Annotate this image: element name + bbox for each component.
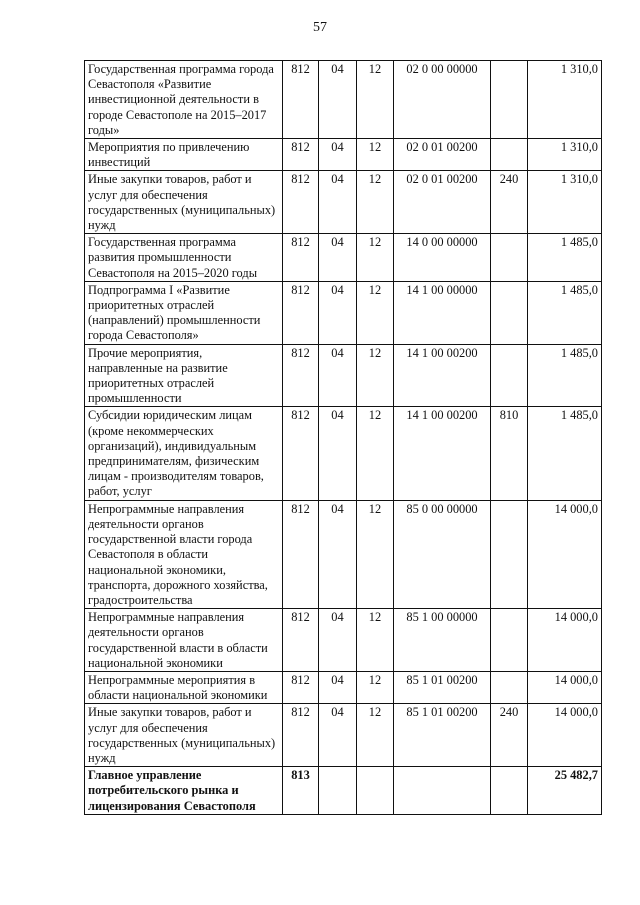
expense-name-cell: Иные закупки товаров, работ и услуг для обеспечения государственных (муниципальных) нужд xyxy=(85,171,283,234)
section-code-cell: 04 xyxy=(319,234,357,282)
amount-cell: 25 482,7 xyxy=(528,767,602,815)
table-row xyxy=(85,234,602,282)
amount-cell: 14 000,0 xyxy=(528,500,602,608)
subsection-code-cell: 12 xyxy=(357,139,394,171)
section-code-cell: 04 xyxy=(319,500,357,608)
ministry-code-cell: 812 xyxy=(283,500,319,608)
table-row xyxy=(85,407,602,500)
subsection-code-cell: 12 xyxy=(357,61,394,139)
expense-type-cell xyxy=(491,500,528,608)
section-code-cell: 04 xyxy=(319,704,357,767)
table-row xyxy=(85,609,602,672)
expense-type-cell: 240 xyxy=(491,704,528,767)
budget-table xyxy=(84,60,602,815)
ministry-code-cell: 813 xyxy=(283,767,319,815)
section-code-cell xyxy=(319,767,357,815)
target-article-cell: 14 0 00 00000 xyxy=(394,234,491,282)
ministry-code-cell: 812 xyxy=(283,281,319,344)
expense-name-cell: Мероприятия по привлечению инвестиций xyxy=(85,139,283,171)
expense-name-cell: Государственная программа развития промышленности Севастополя на 2015–2020 годы xyxy=(85,234,283,282)
target-article-cell: 85 1 01 00200 xyxy=(394,671,491,703)
subsection-code-cell: 12 xyxy=(357,407,394,500)
ministry-code-cell: 812 xyxy=(283,609,319,672)
ministry-code-cell: 812 xyxy=(283,61,319,139)
expense-type-cell xyxy=(491,609,528,672)
target-article-cell: 14 1 00 00200 xyxy=(394,407,491,500)
ministry-code-cell: 812 xyxy=(283,171,319,234)
expense-type-cell xyxy=(491,281,528,344)
table-row xyxy=(85,61,602,139)
ministry-code-cell: 812 xyxy=(283,344,319,407)
table-row xyxy=(85,704,602,767)
section-code-cell: 04 xyxy=(319,61,357,139)
subsection-code-cell: 12 xyxy=(357,234,394,282)
amount-cell: 1 485,0 xyxy=(528,344,602,407)
ministry-code-cell: 812 xyxy=(283,234,319,282)
expense-name-cell: Субсидии юридическим лицам (кроме некоммерческих организаций), индивидуальным предпринимателям, физическим лицам - производителям товаров, работ, услуг xyxy=(85,407,283,500)
ministry-code-cell: 812 xyxy=(283,704,319,767)
expense-name-cell: Государственная программа города Севастополя «Развитие инвестиционной деятельности в городе Севастополе на 2015–2017 годы» xyxy=(85,61,283,139)
table-row xyxy=(85,500,602,608)
amount-cell: 1 485,0 xyxy=(528,407,602,500)
expense-type-cell xyxy=(491,344,528,407)
target-article-cell: 02 0 00 00000 xyxy=(394,61,491,139)
table-row xyxy=(85,281,602,344)
table-row xyxy=(85,344,602,407)
target-article-cell: 02 0 01 00200 xyxy=(394,139,491,171)
expense-type-cell: 240 xyxy=(491,171,528,234)
expense-type-cell: 810 xyxy=(491,407,528,500)
budget-table-body xyxy=(85,61,602,815)
amount-cell: 1 310,0 xyxy=(528,139,602,171)
table-row xyxy=(85,767,602,815)
target-article-cell xyxy=(394,767,491,815)
amount-cell: 14 000,0 xyxy=(528,609,602,672)
table-row xyxy=(85,171,602,234)
subsection-code-cell: 12 xyxy=(357,671,394,703)
expense-name-cell: Непрограммные мероприятия в области национальной экономики xyxy=(85,671,283,703)
ministry-code-cell: 812 xyxy=(283,407,319,500)
ministry-code-cell: 812 xyxy=(283,139,319,171)
table-row xyxy=(85,139,602,171)
subsection-code-cell: 12 xyxy=(357,609,394,672)
section-code-cell: 04 xyxy=(319,344,357,407)
target-article-cell: 02 0 01 00200 xyxy=(394,171,491,234)
target-article-cell: 85 0 00 00000 xyxy=(394,500,491,608)
expense-name-cell: Непрограммные направления деятельности органов государственной власти города Севастополя в области национальной экономики, транспорта, дорожного хозяйства, градостроительства xyxy=(85,500,283,608)
section-code-cell: 04 xyxy=(319,609,357,672)
table-row xyxy=(85,671,602,703)
subsection-code-cell: 12 xyxy=(357,704,394,767)
section-code-cell: 04 xyxy=(319,407,357,500)
expense-type-cell xyxy=(491,61,528,139)
amount-cell: 14 000,0 xyxy=(528,704,602,767)
page-number: 57 xyxy=(313,20,327,35)
amount-cell: 1 310,0 xyxy=(528,61,602,139)
subsection-code-cell: 12 xyxy=(357,344,394,407)
section-code-cell: 04 xyxy=(319,171,357,234)
expense-name-cell: Главное управление потребительского рынка и лицензирования Севастополя xyxy=(85,767,283,815)
section-code-cell: 04 xyxy=(319,139,357,171)
subsection-code-cell: 12 xyxy=(357,171,394,234)
amount-cell: 14 000,0 xyxy=(528,671,602,703)
amount-cell: 1 485,0 xyxy=(528,234,602,282)
section-code-cell: 04 xyxy=(319,281,357,344)
expense-name-cell: Прочие мероприятия, направленные на развитие приоритетных отраслей промышленности xyxy=(85,344,283,407)
expense-name-cell: Непрограммные направления деятельности органов государственной власти в области национальной экономики xyxy=(85,609,283,672)
subsection-code-cell: 12 xyxy=(357,500,394,608)
expense-type-cell xyxy=(491,139,528,171)
target-article-cell: 14 1 00 00200 xyxy=(394,344,491,407)
target-article-cell: 85 1 00 00000 xyxy=(394,609,491,672)
expense-type-cell xyxy=(491,671,528,703)
expense-type-cell xyxy=(491,767,528,815)
expense-name-cell: Иные закупки товаров, работ и услуг для обеспечения государственных (муниципальных) нужд xyxy=(85,704,283,767)
ministry-code-cell: 812 xyxy=(283,671,319,703)
amount-cell: 1 485,0 xyxy=(528,281,602,344)
subsection-code-cell: 12 xyxy=(357,281,394,344)
amount-cell: 1 310,0 xyxy=(528,171,602,234)
target-article-cell: 14 1 00 00000 xyxy=(394,281,491,344)
expense-name-cell: Подпрограмма I «Развитие приоритетных отраслей (направлений) промышленности города Севастополя» xyxy=(85,281,283,344)
subsection-code-cell xyxy=(357,767,394,815)
expense-type-cell xyxy=(491,234,528,282)
target-article-cell: 85 1 01 00200 xyxy=(394,704,491,767)
section-code-cell: 04 xyxy=(319,671,357,703)
